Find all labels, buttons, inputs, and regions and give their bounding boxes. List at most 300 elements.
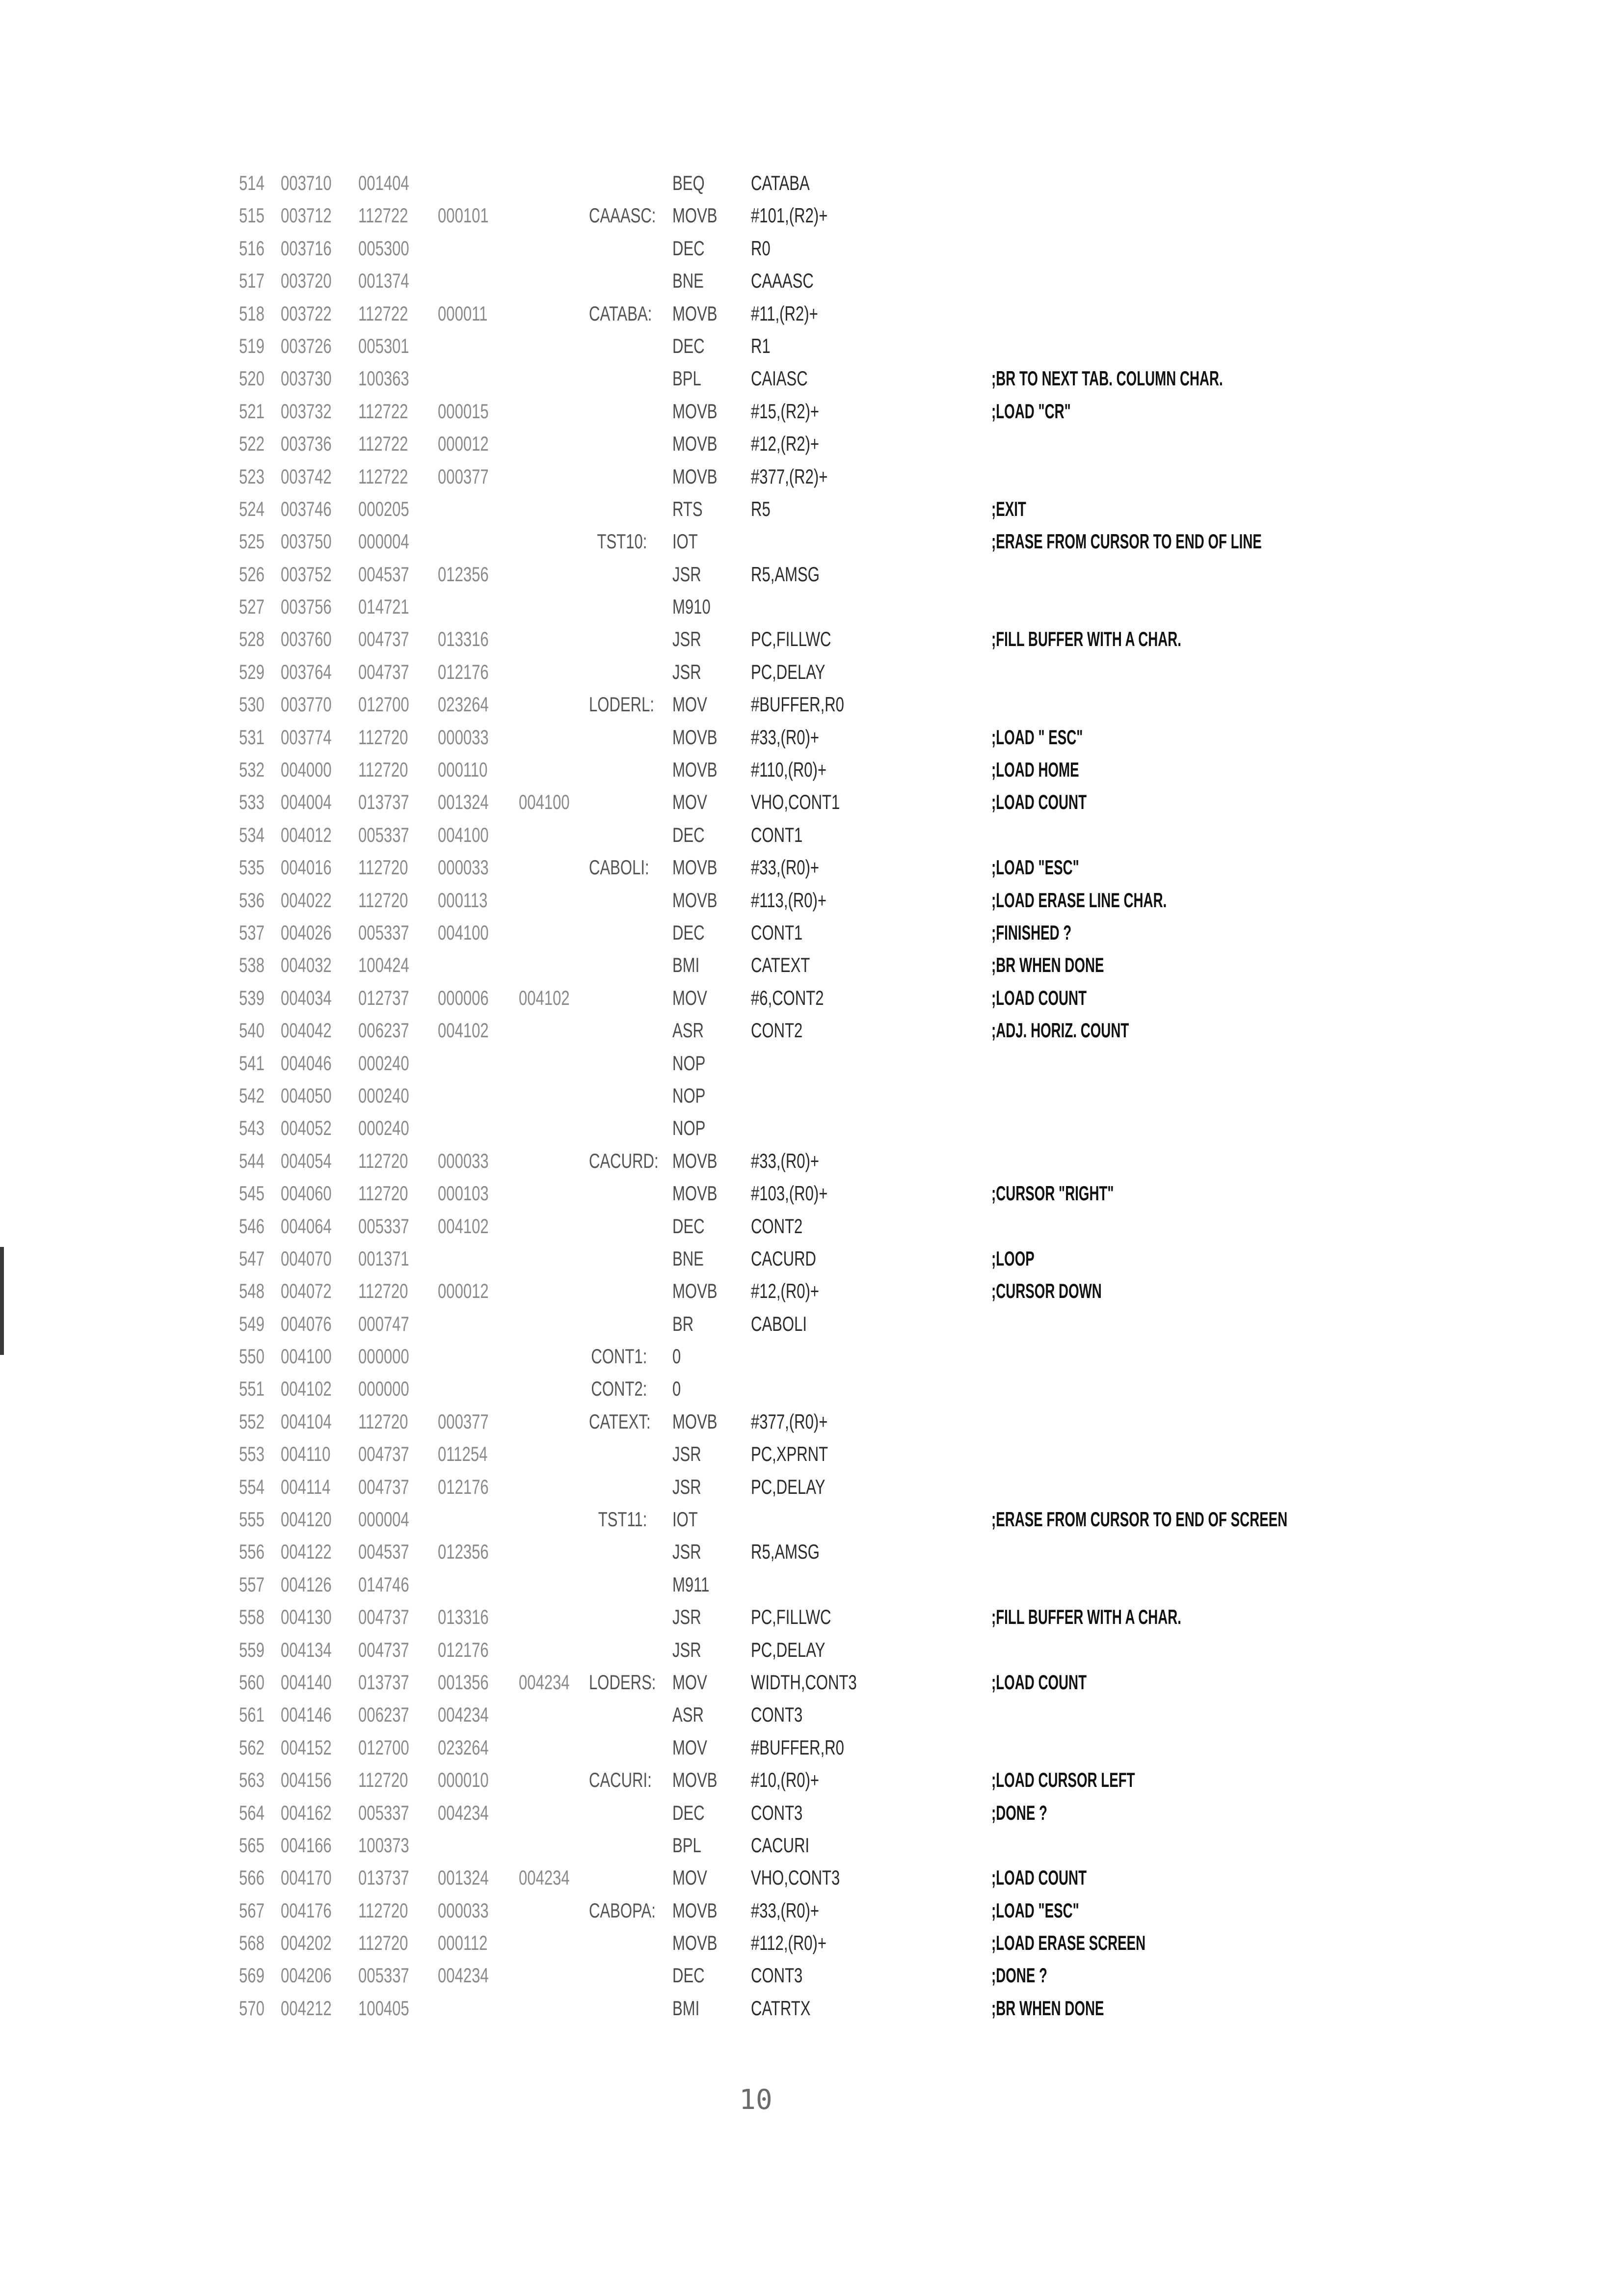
listing-row — [0, 199, 1623, 232]
line-number: 566 — [239, 1866, 265, 1890]
address: 004054 — [281, 1149, 332, 1172]
listing-row — [0, 949, 1623, 981]
object-word-1: 112722 — [358, 432, 408, 456]
operand: #15,(R2)+ — [751, 399, 820, 423]
operand: #33,(R0)+ — [751, 856, 820, 879]
comment: ;LOAD COUNT — [991, 986, 1087, 1009]
object-word-1: 013737 — [358, 1670, 409, 1694]
comment: ;BR TO NEXT TAB. COLUMN CHAR. — [991, 367, 1223, 390]
opcode: MOVB — [672, 856, 718, 879]
line-number: 568 — [239, 1931, 265, 1955]
object-word-1: 112722 — [358, 399, 408, 423]
address: 004042 — [281, 1019, 332, 1042]
opcode: MOVB — [672, 204, 718, 227]
listing-row — [0, 1959, 1623, 1992]
line-number: 548 — [239, 1279, 265, 1303]
comment: ;FILL BUFFER WITH A CHAR. — [991, 627, 1181, 651]
operand: #112,(R0)+ — [751, 1931, 827, 1955]
address: 004170 — [281, 1866, 332, 1890]
line-number: 559 — [239, 1638, 265, 1661]
line-number: 541 — [239, 1051, 265, 1075]
operand: CONT3 — [751, 1703, 803, 1727]
address: 003756 — [281, 595, 332, 619]
line-number: 519 — [239, 334, 265, 357]
opcode: MOVB — [672, 1898, 718, 1922]
address: 004070 — [281, 1246, 332, 1270]
page-number: 10 — [739, 2084, 772, 2116]
object-word-3: 004102 — [519, 986, 570, 1009]
operand: VHO,CONT1 — [751, 790, 840, 814]
address: 003712 — [281, 204, 332, 227]
listing-row — [0, 1862, 1623, 1894]
line-number: 563 — [239, 1768, 265, 1792]
operand: #33,(R0)+ — [751, 725, 820, 749]
listing-row — [0, 851, 1623, 884]
object-word-1: 005337 — [358, 823, 409, 846]
object-word-1: 014721 — [358, 595, 409, 619]
operand: PC,DELAY — [751, 660, 825, 683]
line-number: 527 — [239, 595, 265, 619]
object-word-2: 000377 — [438, 464, 489, 488]
comment: ;BR WHEN DONE — [991, 1996, 1104, 2020]
address: 004034 — [281, 986, 332, 1009]
object-word-2: 001324 — [438, 790, 489, 814]
opcode: MOV — [672, 1866, 707, 1890]
label: CONT2: — [591, 1377, 647, 1401]
address: 004000 — [281, 758, 332, 782]
object-word-2: 000033 — [438, 1898, 489, 1922]
object-word-1: 112722 — [358, 204, 408, 227]
opcode: BPL — [672, 367, 701, 390]
opcode: MOV — [672, 986, 707, 1009]
operand: CATEXT — [751, 953, 810, 977]
address: 004110 — [281, 1442, 331, 1466]
object-word-2: 013316 — [438, 1605, 489, 1629]
object-word-2: 000377 — [438, 1409, 489, 1433]
object-word-1: 112722 — [358, 464, 408, 488]
object-word-2: 011254 — [438, 1442, 488, 1466]
listing-row — [0, 1047, 1623, 1080]
listing-row — [0, 1699, 1623, 1731]
line-number: 518 — [239, 301, 265, 325]
object-word-1: 000747 — [358, 1312, 409, 1335]
address: 004206 — [281, 1964, 332, 1987]
label: TST10: — [597, 530, 647, 553]
line-number: 550 — [239, 1345, 265, 1368]
operand: #33,(R0)+ — [751, 1898, 820, 1922]
opcode: 0 — [672, 1345, 681, 1368]
operand: CATABA — [751, 171, 810, 194]
listing-row — [0, 232, 1623, 265]
operand: #12,(R0)+ — [751, 1279, 820, 1303]
address: 003764 — [281, 660, 332, 683]
line-number: 523 — [239, 464, 265, 488]
comment: ;BR WHEN DONE — [991, 953, 1104, 977]
object-word-2: 004100 — [438, 920, 489, 944]
opcode: JSR — [672, 1540, 701, 1564]
address: 004022 — [281, 888, 332, 912]
listing-row — [0, 395, 1623, 428]
line-number: 552 — [239, 1409, 265, 1433]
operand: CATRTX — [751, 1996, 811, 2020]
opcode: MOVB — [672, 301, 718, 325]
object-word-1: 004737 — [358, 627, 409, 651]
opcode: BR — [672, 1312, 694, 1335]
opcode: JSR — [672, 660, 701, 683]
object-word-2: 023264 — [438, 693, 489, 716]
listing-row — [0, 1471, 1623, 1503]
object-word-1: 112720 — [358, 1182, 408, 1205]
operand: #BUFFER,R0 — [751, 693, 844, 716]
opcode: BPL — [672, 1833, 701, 1857]
address: 004026 — [281, 920, 332, 944]
line-number: 531 — [239, 725, 265, 749]
object-word-2: 004234 — [438, 1964, 489, 1987]
address: 004152 — [281, 1735, 332, 1759]
listing-row — [0, 1210, 1623, 1243]
address: 004102 — [281, 1377, 332, 1401]
line-number: 544 — [239, 1149, 265, 1172]
listing-row — [0, 1373, 1623, 1405]
line-number: 515 — [239, 204, 265, 227]
comment: ;LOAD COUNT — [991, 1866, 1087, 1890]
comment: ;CURSOR DOWN — [991, 1279, 1102, 1303]
opcode: MOVB — [672, 725, 718, 749]
line-number: 525 — [239, 530, 265, 553]
opcode: ASR — [672, 1703, 704, 1727]
line-number: 537 — [239, 920, 265, 944]
listing-row — [0, 623, 1623, 655]
operand: #101,(R2)+ — [751, 204, 828, 227]
operand: #113,(R0)+ — [751, 888, 827, 912]
comment: ;LOAD "ESC" — [991, 1898, 1079, 1922]
object-word-1: 001371 — [358, 1246, 409, 1270]
operand: #11,(R2)+ — [751, 301, 818, 325]
listing-row — [0, 1992, 1623, 2025]
label: TST11: — [598, 1508, 647, 1531]
opcode: MOVB — [672, 1768, 718, 1792]
operand: CONT3 — [751, 1964, 803, 1987]
opcode: IOT — [672, 1508, 698, 1531]
label: CONT1: — [591, 1345, 647, 1368]
line-number: 536 — [239, 888, 265, 912]
line-number: 555 — [239, 1508, 265, 1531]
operand: PC,FILLWC — [751, 627, 831, 651]
address: 004016 — [281, 856, 332, 879]
listing-row — [0, 460, 1623, 493]
object-word-2: 012176 — [438, 1475, 489, 1498]
address: 004032 — [281, 953, 332, 977]
object-word-1: 000240 — [358, 1083, 409, 1107]
line-number: 516 — [239, 236, 265, 260]
operand: PC,XPRNT — [751, 1442, 828, 1466]
listing-row — [0, 1145, 1623, 1177]
object-word-2: 000012 — [438, 1279, 489, 1303]
object-word-2: 000011 — [438, 301, 488, 325]
address: 004104 — [281, 1409, 332, 1433]
listing-row — [0, 428, 1623, 460]
comment: ;LOAD COUNT — [991, 790, 1087, 814]
opcode: MOV — [672, 1670, 707, 1694]
listing-row — [0, 1927, 1623, 1959]
opcode: NOP — [672, 1083, 706, 1107]
opcode: BNE — [672, 269, 704, 293]
object-word-1: 006237 — [358, 1019, 409, 1042]
opcode: DEC — [672, 920, 705, 944]
opcode: JSR — [672, 1605, 701, 1629]
object-word-1: 004737 — [358, 1442, 409, 1466]
address: 004162 — [281, 1801, 332, 1824]
object-word-2: 004234 — [438, 1801, 489, 1824]
line-number: 545 — [239, 1182, 265, 1205]
operand: CONT2 — [751, 1019, 803, 1042]
comment: ;ERASE FROM CURSOR TO END OF SCREEN — [991, 1508, 1288, 1531]
address: 003710 — [281, 171, 332, 194]
comment: ;LOAD ERASE SCREEN — [991, 1931, 1146, 1955]
comment: ;ERASE FROM CURSOR TO END OF LINE — [991, 530, 1262, 553]
address: 004202 — [281, 1931, 332, 1955]
listing-row — [0, 917, 1623, 949]
opcode: MOVB — [672, 1931, 718, 1955]
opcode: JSR — [672, 1442, 701, 1466]
line-number: 521 — [239, 399, 265, 423]
operand: WIDTH,CONT3 — [751, 1670, 857, 1694]
line-number: 533 — [239, 790, 265, 814]
address: 003720 — [281, 269, 332, 293]
object-word-1: 112720 — [358, 758, 408, 782]
object-word-1: 112720 — [358, 1768, 408, 1792]
comment: ;LOAD ERASE LINE CHAR. — [991, 888, 1167, 912]
operand: #6,CONT2 — [751, 986, 824, 1009]
line-number: 557 — [239, 1572, 265, 1596]
opcode: MOVB — [672, 1279, 718, 1303]
object-word-1: 000240 — [358, 1116, 409, 1140]
listing-row — [0, 1666, 1623, 1699]
operand: CAAASC — [751, 269, 814, 293]
object-word-1: 005337 — [358, 920, 409, 944]
operand: CONT3 — [751, 1801, 803, 1824]
opcode: M910 — [672, 595, 711, 619]
operand: PC,FILLWC — [751, 1605, 831, 1629]
opcode: MOVB — [672, 399, 718, 423]
listing-row — [0, 1438, 1623, 1470]
listing-row — [0, 1177, 1623, 1210]
line-number: 534 — [239, 823, 265, 846]
object-word-2: 004234 — [438, 1703, 489, 1727]
object-word-2: 000033 — [438, 725, 489, 749]
address: 004004 — [281, 790, 332, 814]
address: 003760 — [281, 627, 332, 651]
address: 004120 — [281, 1508, 332, 1531]
listing-row — [0, 1829, 1623, 1862]
opcode: M911 — [672, 1572, 710, 1596]
object-word-1: 000004 — [358, 1508, 409, 1531]
line-number: 562 — [239, 1735, 265, 1759]
address: 004134 — [281, 1638, 332, 1661]
object-word-1: 013737 — [358, 1866, 409, 1890]
address: 003730 — [281, 367, 332, 390]
line-number: 567 — [239, 1898, 265, 1922]
line-number: 553 — [239, 1442, 265, 1466]
opcode: ASR — [672, 1019, 704, 1042]
line-number: 546 — [239, 1214, 265, 1238]
object-word-1: 100363 — [358, 367, 409, 390]
opcode: MOVB — [672, 464, 718, 488]
object-word-1: 004737 — [358, 660, 409, 683]
object-word-1: 012737 — [358, 986, 409, 1009]
line-number: 517 — [239, 269, 265, 293]
address: 004146 — [281, 1703, 332, 1727]
object-word-2: 000010 — [438, 1768, 489, 1792]
address: 003722 — [281, 301, 332, 325]
object-word-1: 012700 — [358, 1735, 409, 1759]
listing-row — [0, 1731, 1623, 1764]
listing-row — [0, 1894, 1623, 1927]
opcode: DEC — [672, 1964, 705, 1987]
opcode: BEQ — [672, 171, 705, 194]
comment: ;LOAD " ESC" — [991, 725, 1083, 749]
object-word-1: 000004 — [358, 530, 409, 553]
line-number: 554 — [239, 1475, 265, 1498]
operand: R5,AMSG — [751, 1540, 820, 1564]
address: 003742 — [281, 464, 332, 488]
operand: #110,(R0)+ — [751, 758, 827, 782]
address: 003732 — [281, 399, 332, 423]
object-word-1: 005337 — [358, 1214, 409, 1238]
opcode: DEC — [672, 1214, 705, 1238]
object-word-1: 014746 — [358, 1572, 409, 1596]
line-number: 539 — [239, 986, 265, 1009]
listing-row — [0, 1112, 1623, 1144]
label: CAAASC: — [589, 204, 656, 227]
listing-row — [0, 330, 1623, 362]
assembly-listing — [0, 167, 1623, 2025]
object-word-2: 000012 — [438, 432, 489, 456]
comment: ;FILL BUFFER WITH A CHAR. — [991, 1605, 1181, 1629]
line-number: 570 — [239, 1996, 265, 2020]
object-word-1: 112720 — [358, 888, 408, 912]
opcode: BMI — [672, 1996, 700, 2020]
opcode: MOVB — [672, 432, 718, 456]
comment: ;LOAD HOME — [991, 758, 1079, 782]
label: CATABA: — [589, 301, 652, 325]
operand: CAIASC — [751, 367, 808, 390]
opcode: JSR — [672, 562, 701, 586]
line-number: 551 — [239, 1377, 265, 1401]
object-word-2: 000101 — [438, 204, 489, 227]
address: 003746 — [281, 497, 332, 520]
object-word-1: 004537 — [358, 1540, 409, 1564]
object-word-1: 001374 — [358, 269, 409, 293]
line-number: 522 — [239, 432, 265, 456]
opcode: JSR — [672, 627, 701, 651]
address: 004126 — [281, 1572, 332, 1596]
label: CACURD: — [589, 1149, 659, 1172]
object-word-1: 005301 — [358, 334, 409, 357]
operand: R5,AMSG — [751, 562, 820, 586]
line-number: 529 — [239, 660, 265, 683]
object-word-1: 112720 — [358, 856, 408, 879]
label: LODERL: — [589, 693, 655, 716]
operand: R5 — [751, 497, 771, 520]
object-word-1: 004737 — [358, 1638, 409, 1661]
label: CABOPA: — [589, 1898, 656, 1922]
label: CABOLI: — [589, 856, 649, 879]
line-number: 564 — [239, 1801, 265, 1824]
listing-row — [0, 1014, 1623, 1047]
opcode: MOV — [672, 1735, 707, 1759]
address: 004156 — [281, 1768, 332, 1792]
opcode: DEC — [672, 236, 705, 260]
listing-row — [0, 819, 1623, 851]
object-word-2: 004100 — [438, 823, 489, 846]
listing-row — [0, 982, 1623, 1014]
comment: ;ADJ. HORIZ. COUNT — [991, 1019, 1129, 1042]
listing-row — [0, 493, 1623, 525]
operand: #12,(R2)+ — [751, 432, 820, 456]
object-word-1: 112722 — [358, 301, 408, 325]
address: 004130 — [281, 1605, 332, 1629]
comment: ;EXIT — [991, 497, 1026, 520]
comment: ;DONE ? — [991, 1801, 1047, 1824]
object-word-1: 100405 — [358, 1996, 409, 2020]
line-number: 514 — [239, 171, 265, 194]
object-word-3: 004234 — [519, 1866, 570, 1890]
listing-row — [0, 1568, 1623, 1601]
object-word-2: 012356 — [438, 1540, 489, 1564]
opcode: MOVB — [672, 758, 718, 782]
listing-row — [0, 167, 1623, 199]
object-word-2: 000110 — [438, 758, 488, 782]
listing-row — [0, 656, 1623, 688]
line-number: 560 — [239, 1670, 265, 1694]
object-word-1: 100424 — [358, 953, 409, 977]
line-number: 540 — [239, 1019, 265, 1042]
object-word-2: 012176 — [438, 660, 489, 683]
object-word-1: 112720 — [358, 1931, 408, 1955]
opcode: MOV — [672, 693, 707, 716]
listing-row — [0, 1503, 1623, 1536]
listing-row — [0, 1764, 1623, 1796]
object-word-2: 004102 — [438, 1019, 489, 1042]
listing-row — [0, 558, 1623, 591]
comment: ;LOAD "ESC" — [991, 856, 1079, 879]
object-word-1: 005337 — [358, 1964, 409, 1987]
address: 004122 — [281, 1540, 332, 1564]
object-word-2: 013316 — [438, 627, 489, 651]
listing-row — [0, 591, 1623, 623]
object-word-2: 001324 — [438, 1866, 489, 1890]
opcode: NOP — [672, 1116, 706, 1140]
object-word-2: 000006 — [438, 986, 489, 1009]
operand: CACURD — [751, 1246, 816, 1270]
operand: R0 — [751, 236, 771, 260]
operand: CABOLI — [751, 1312, 807, 1335]
listing-row — [0, 1275, 1623, 1307]
opcode: DEC — [672, 1801, 705, 1824]
address: 004052 — [281, 1116, 332, 1140]
object-word-1: 000000 — [358, 1377, 409, 1401]
address: 004212 — [281, 1996, 332, 2020]
object-word-2: 012176 — [438, 1638, 489, 1661]
address: 003726 — [281, 334, 332, 357]
listing-row — [0, 265, 1623, 297]
address: 004046 — [281, 1051, 332, 1075]
address: 003736 — [281, 432, 332, 456]
object-word-1: 000000 — [358, 1345, 409, 1368]
object-word-1: 100373 — [358, 1833, 409, 1857]
opcode: MOVB — [672, 1409, 718, 1433]
